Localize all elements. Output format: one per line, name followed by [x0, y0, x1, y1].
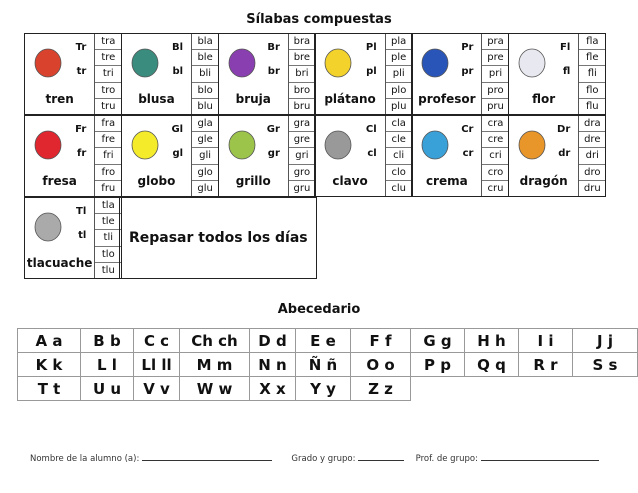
syllable: plu — [390, 100, 407, 112]
syllable: tra — [95, 34, 121, 50]
uppercase-cluster: Fl — [560, 42, 571, 53]
teacher-icon — [418, 44, 452, 80]
syllable: cri — [482, 148, 508, 164]
example-word: blusa — [138, 92, 175, 106]
example-word: globo — [137, 174, 176, 188]
syllable-column — [386, 34, 412, 114]
banana-icon — [321, 44, 355, 80]
letter-cell: Q q — [465, 353, 519, 377]
syllable-block-tren — [24, 33, 122, 115]
syllable: tri — [95, 66, 121, 82]
lowercase-cluster: pr — [461, 66, 474, 77]
letter-cell: S s — [573, 353, 638, 377]
syllable-column — [482, 34, 508, 114]
syllable: gru — [293, 182, 311, 194]
picture-cell — [412, 116, 482, 196]
train-icon — [31, 44, 65, 80]
strawberry-icon — [31, 126, 65, 162]
uppercase-cluster: Dr — [557, 124, 571, 135]
example-word: bruja — [235, 92, 271, 106]
grade-group-field[interactable] — [358, 460, 404, 461]
syllables-grid — [24, 33, 605, 279]
syllable: tli — [95, 230, 121, 246]
syllable: tlu — [101, 264, 115, 276]
syllable-block-grillo — [218, 115, 316, 197]
syllable: gre — [289, 132, 315, 148]
letter-cell: D d — [250, 329, 296, 353]
syllable: bru — [293, 100, 311, 112]
syllable-column — [482, 116, 508, 196]
uppercase-cluster: Bl — [172, 42, 184, 53]
syllable-column — [192, 116, 218, 196]
syllable: blu — [197, 100, 213, 112]
uppercase-cluster: Tl — [76, 206, 87, 217]
letter-cell: F f — [351, 329, 411, 353]
reminder-box: Repasar todos los días — [119, 197, 317, 279]
letter-cell: G g — [411, 329, 465, 353]
uppercase-cluster: Pr — [461, 42, 474, 53]
syllable-block-bruja — [218, 33, 316, 115]
syllable: gla — [192, 116, 218, 132]
example-word: tlacuache — [26, 256, 93, 270]
teacher-field[interactable] — [481, 460, 599, 461]
syllable: dru — [583, 182, 601, 194]
uppercase-cluster: Cr — [461, 124, 474, 135]
student-info-footer — [30, 454, 599, 464]
syllable: ple — [386, 50, 412, 66]
uppercase-cluster: Cl — [365, 124, 377, 135]
alphabet-table — [17, 328, 638, 401]
letter-cell: I i — [519, 329, 573, 353]
syllable-row — [24, 115, 605, 197]
syllable-column — [386, 116, 412, 196]
syllable: bri — [289, 66, 315, 82]
syllable-column — [289, 116, 315, 196]
syllable: pla — [386, 34, 412, 50]
syllable-block-blusa — [121, 33, 219, 115]
syllable: fru — [101, 182, 116, 194]
syllable: flu — [585, 100, 599, 112]
syllable: glo — [192, 165, 218, 181]
alphabet-row — [18, 329, 638, 353]
nail-icon — [321, 126, 355, 162]
letter-cell: U u — [81, 377, 134, 401]
lowercase-cluster: gl — [172, 148, 184, 159]
syllable-column — [192, 34, 218, 114]
syllable: gri — [289, 148, 315, 164]
example-word: fresa — [42, 174, 77, 188]
syllable: cre — [482, 132, 508, 148]
syllable: fri — [95, 148, 121, 164]
syllable-block-globo — [121, 115, 219, 197]
blouse-icon — [128, 44, 162, 80]
cream-icon — [418, 126, 452, 162]
letter-cell: C c — [134, 329, 180, 353]
letter-cell: E e — [296, 329, 351, 353]
letter-cell: M m — [180, 353, 250, 377]
uppercase-cluster: Gl — [171, 124, 184, 135]
syllable: gle — [192, 132, 218, 148]
lowercase-cluster: tr — [76, 66, 87, 77]
syllable: tro — [95, 83, 121, 99]
letter-cell: R r — [519, 353, 573, 377]
syllable: cle — [386, 132, 412, 148]
syllable-block-clavo — [314, 115, 412, 197]
lowercase-cluster: bl — [172, 66, 184, 77]
syllable-block-dragón — [508, 115, 606, 197]
syllables-title: Sílabas compuestas — [246, 12, 392, 27]
alphabet-row — [18, 377, 638, 401]
letter-cell: A a — [18, 329, 81, 353]
letter-cell: X x — [250, 377, 296, 401]
letter-cell: H h — [465, 329, 519, 353]
letter-cell: W w — [180, 377, 250, 401]
lowercase-cluster: tl — [78, 230, 87, 241]
example-word: flor — [532, 92, 556, 106]
flower-icon — [515, 44, 549, 80]
lowercase-cluster: pl — [366, 66, 377, 77]
syllable: cru — [487, 182, 504, 194]
syllable: dro — [579, 165, 605, 181]
syllable-block-profesor — [411, 33, 509, 115]
syllable-column — [95, 34, 121, 114]
lowercase-cluster: br — [267, 66, 280, 77]
syllable: bro — [289, 83, 315, 99]
student-name-field[interactable] — [142, 460, 272, 461]
picture-cell — [219, 116, 289, 196]
syllable: bla — [192, 34, 218, 50]
letter-cell: Ll ll — [134, 353, 180, 377]
example-word: profesor — [418, 92, 476, 106]
syllable: fle — [579, 50, 605, 66]
example-word: dragón — [519, 174, 568, 188]
syllable-row — [24, 33, 605, 115]
example-word: grillo — [235, 174, 271, 188]
syllable: cra — [482, 116, 508, 132]
syllable: dre — [579, 132, 605, 148]
picture-cell — [25, 34, 95, 114]
syllable: cro — [482, 165, 508, 181]
lowercase-cluster: cl — [367, 148, 377, 159]
example-word: crema — [425, 174, 468, 188]
syllable: gro — [289, 165, 315, 181]
student-name-label: Nombre de la alumno (a): — [30, 454, 140, 464]
syllable: flo — [579, 83, 605, 99]
syllable: dri — [579, 148, 605, 164]
syllable: ble — [192, 50, 218, 66]
letter-cell: Y y — [296, 377, 351, 401]
syllable: fra — [95, 116, 121, 132]
letter-cell: Ch ch — [180, 329, 250, 353]
letter-cell: O o — [351, 353, 411, 377]
syllable: fre — [95, 132, 121, 148]
syllable: bre — [289, 50, 315, 66]
syllable: pro — [482, 83, 508, 99]
picture-cell — [122, 116, 192, 196]
syllable-block-fresa — [24, 115, 122, 197]
syllable: plo — [386, 83, 412, 99]
syllable: fli — [579, 66, 605, 82]
picture-cell — [25, 198, 95, 278]
letter-cell: B b — [81, 329, 134, 353]
syllable: blo — [192, 83, 218, 99]
letter-cell: Ñ ñ — [296, 353, 351, 377]
syllable-column — [95, 198, 121, 278]
syllable-column — [579, 116, 605, 196]
syllable-column — [289, 34, 315, 114]
picture-cell — [509, 116, 579, 196]
letter-cell: P p — [411, 353, 465, 377]
letter-cell: V v — [134, 377, 180, 401]
alphabet-row — [18, 353, 638, 377]
balloon-icon — [128, 126, 162, 162]
syllable: tlo — [95, 247, 121, 263]
picture-cell — [412, 34, 482, 114]
picture-cell — [122, 34, 192, 114]
picture-cell — [25, 116, 95, 196]
lowercase-cluster: fr — [77, 148, 87, 159]
uppercase-cluster: Gr — [266, 124, 280, 135]
syllable: gli — [192, 148, 218, 164]
syllable: pru — [487, 100, 504, 112]
syllable-column — [95, 116, 121, 196]
uppercase-cluster: Br — [267, 42, 280, 53]
letter-cell: K k — [18, 353, 81, 377]
picture-cell — [509, 34, 579, 114]
syllable: tre — [95, 50, 121, 66]
syllable-block-tlacuache — [24, 197, 122, 279]
syllable: gra — [289, 116, 315, 132]
syllable: clo — [386, 165, 412, 181]
dragon-icon — [515, 126, 549, 162]
cricket-icon — [225, 126, 259, 162]
lowercase-cluster: dr — [558, 148, 571, 159]
letter-cell: T t — [18, 377, 81, 401]
uppercase-cluster: Pl — [365, 42, 377, 53]
letter-cell: L l — [81, 353, 134, 377]
syllable: glu — [197, 182, 213, 194]
example-word: clavo — [332, 174, 368, 188]
syllable: tla — [95, 198, 121, 214]
alphabet-title: Abecedario — [277, 302, 361, 317]
syllable: pli — [386, 66, 412, 82]
syllable: fro — [95, 165, 121, 181]
syllable-row — [24, 197, 605, 279]
lowercase-cluster: gr — [267, 148, 280, 159]
syllable: tru — [101, 100, 116, 112]
opossum-icon — [31, 208, 65, 244]
syllable: clu — [391, 182, 406, 194]
letter-cell: J j — [573, 329, 638, 353]
syllable-block-crema — [411, 115, 509, 197]
syllable: bli — [192, 66, 218, 82]
syllable: pri — [482, 66, 508, 82]
picture-cell — [315, 116, 385, 196]
syllable-block-flor — [508, 33, 606, 115]
syllable: bra — [289, 34, 315, 50]
syllable: cli — [386, 148, 412, 164]
uppercase-cluster: Tr — [75, 42, 87, 53]
syllable: dra — [579, 116, 605, 132]
uppercase-cluster: Fr — [75, 124, 87, 135]
lowercase-cluster: fl — [562, 66, 571, 77]
syllable-column — [579, 34, 605, 114]
example-word: plátano — [324, 92, 376, 106]
picture-cell — [219, 34, 289, 114]
syllable: pra — [482, 34, 508, 50]
syllable: pre — [482, 50, 508, 66]
example-word: tren — [45, 92, 74, 106]
syllable-block-plátano — [314, 33, 412, 115]
syllable: fla — [579, 34, 605, 50]
teacher-label: Prof. de grupo: — [415, 454, 478, 464]
picture-cell — [315, 34, 385, 114]
letter-cell: Z z — [351, 377, 411, 401]
witch-icon — [225, 44, 259, 80]
syllable: tle — [95, 214, 121, 230]
syllable: cla — [386, 116, 412, 132]
letter-cell: N n — [250, 353, 296, 377]
lowercase-cluster: cr — [462, 148, 474, 159]
grade-group-label: Grado y grupo: — [291, 454, 356, 464]
